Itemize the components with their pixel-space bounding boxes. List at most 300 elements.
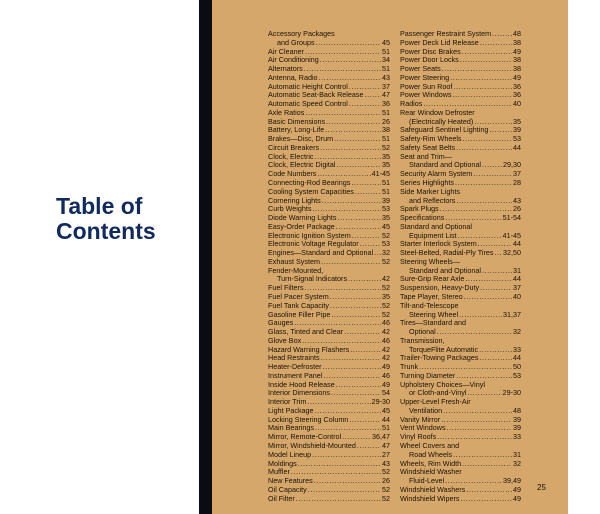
index-entry	[268, 170, 390, 179]
index-entry-topic: Sure-Grip Rear Axle	[400, 275, 465, 284]
index-entry	[268, 363, 390, 372]
index-entry	[400, 161, 521, 170]
index-entry-page: 42	[382, 354, 390, 363]
index-entry-page: 32	[513, 328, 521, 337]
index-entry	[268, 74, 390, 83]
dot-leader	[460, 56, 512, 65]
index-entry-page: 36	[513, 82, 521, 91]
index-entry-page: 49	[513, 485, 521, 494]
index-entry	[400, 346, 521, 355]
index-entry-page: 53	[382, 205, 390, 214]
dot-leader	[474, 118, 512, 127]
index-entry-page: 51	[382, 135, 390, 144]
dot-leader	[479, 354, 512, 363]
page-margin	[568, 0, 600, 514]
index-entry-topic: Mirror, Windshield-Mounted	[268, 441, 356, 450]
index-entry-page: 52	[382, 310, 390, 319]
index-entry-topic: Oil Capacity	[268, 485, 307, 494]
index-entry-topic: Steering Wheels—	[400, 257, 460, 266]
index-entry-topic: Windshield Washer	[400, 468, 462, 477]
index-entry-topic: Steering Wheel	[409, 310, 459, 319]
index-entry-topic: Rear Window Defroster	[400, 108, 475, 117]
index-entry-page: 49	[382, 363, 390, 372]
dot-leader	[305, 48, 381, 57]
dot-leader	[479, 346, 512, 355]
index-entry-topic: Gasoline Filler Pipe	[268, 310, 331, 319]
index-entry-page: 37	[513, 170, 521, 179]
dot-leader	[330, 302, 381, 311]
index-entry-page: 36	[382, 100, 390, 109]
index-entry-topic: Light Package	[268, 406, 314, 415]
dot-leader	[478, 240, 512, 249]
index-entry-page: 32,50	[503, 249, 521, 258]
index-entry	[400, 328, 521, 337]
index-entry	[268, 433, 390, 442]
dot-leader	[350, 346, 381, 355]
index-entry	[400, 188, 521, 197]
index-entry	[400, 398, 521, 407]
dot-leader	[482, 267, 512, 276]
index-entry-topic: Automatic Height Control	[268, 82, 348, 91]
index-entry	[400, 407, 521, 416]
index-entry-page: 44	[513, 240, 521, 249]
index-entry-topic: Locking Steering Column	[268, 415, 349, 424]
index-entry	[400, 302, 521, 311]
index-entry	[268, 126, 390, 135]
index-entry	[400, 223, 521, 232]
index-entry-topic: Upper-Level Fresh-Air	[400, 398, 471, 407]
index-entry	[400, 83, 521, 92]
index-entry	[268, 135, 390, 144]
index-entry	[400, 39, 521, 48]
index-entry-page: 48	[513, 30, 521, 38]
index-entry-topic: Alternators	[268, 65, 303, 74]
page-number: 25	[537, 483, 546, 492]
index-entry-page: 51-54	[502, 214, 521, 223]
index-entry	[268, 372, 390, 381]
dot-leader	[458, 232, 502, 241]
dot-leader	[440, 205, 512, 214]
index-entry	[268, 197, 390, 206]
index-entry-page: 52	[382, 231, 390, 240]
dot-leader	[307, 398, 370, 407]
index-entry-topic: Tires—Standard and	[400, 319, 467, 328]
index-entry-page: 35	[382, 152, 390, 161]
index-entry	[268, 407, 390, 416]
dot-leader	[442, 65, 512, 74]
index-entry-topic: Series Highlights	[400, 179, 454, 188]
index-entry-topic: Vinyl Roofs	[400, 433, 437, 442]
index-entry-topic: and Reflectors	[409, 196, 456, 205]
index-entry	[400, 389, 521, 398]
index-entry	[268, 416, 390, 425]
index-entry-page: 35	[382, 214, 390, 223]
index-entry-topic: Ventilation	[409, 406, 443, 415]
index-entry-topic: Vent Windows	[400, 424, 446, 433]
dot-leader	[315, 407, 381, 416]
index-entry-topic: Connecting-Rod Bearings	[268, 179, 351, 188]
index-entry-topic: Curb Weights	[268, 205, 312, 214]
dot-leader	[349, 83, 381, 92]
index-entry-topic: (Electrically Heated)	[409, 117, 474, 126]
index-entry-page: 33	[513, 433, 521, 442]
index-entry-topic: Automatic Speed Control	[268, 100, 348, 109]
index-entry-topic: Glass, Tinted and Clear	[268, 328, 344, 337]
index-entry-page: 36	[513, 91, 521, 100]
index-entry	[268, 258, 390, 267]
index-entry-topic: Power Windows	[400, 91, 452, 100]
index-entry-topic: Model Lineup	[268, 450, 312, 459]
index-entry-topic: Security Alarm System	[400, 170, 473, 179]
index-entry-topic: Electronic Voltage Regulator	[268, 240, 359, 249]
index-entry	[268, 161, 390, 170]
index-entry	[268, 91, 390, 100]
index-entry-topic: Road Wheels	[409, 450, 453, 459]
index-entry-page: 31,37	[503, 310, 521, 319]
index-entry	[268, 100, 390, 109]
dot-leader	[466, 486, 512, 495]
dot-leader	[316, 39, 381, 48]
index-entry	[268, 179, 390, 188]
dot-leader	[336, 381, 381, 390]
dot-leader	[461, 495, 512, 504]
index-entry-topic: Suspension, Heavy-Duty	[400, 284, 480, 293]
index-entry-page: 34	[382, 56, 390, 65]
index-entry-page: 37	[382, 82, 390, 91]
index-entry-page: 42	[382, 328, 390, 337]
dot-leader	[336, 223, 381, 232]
index-entry-page: 37	[513, 284, 521, 293]
index-entry-topic: Clock, Electric	[268, 152, 314, 161]
dot-leader	[445, 477, 502, 486]
index-entry-page: 39	[513, 424, 521, 433]
index-entry-topic: Cooling System Capacities	[268, 187, 354, 196]
index-entry-topic: Spark Plugs	[400, 205, 439, 214]
index-entry-topic: Passenger Restraint System	[400, 30, 492, 38]
dot-leader	[321, 258, 381, 267]
dot-leader	[312, 205, 381, 214]
index-entry	[268, 442, 390, 451]
dot-leader	[445, 214, 501, 223]
index-entry-page: 38	[513, 56, 521, 65]
index-entry	[268, 30, 390, 39]
index-entry-topic: Safety-Rim Wheels	[400, 135, 462, 144]
index-entry-page: 41-45	[502, 231, 521, 240]
index-entry	[400, 381, 521, 390]
index-entry	[400, 205, 521, 214]
index-entry	[268, 354, 390, 363]
index-entry-topic: Inside Hood Release	[268, 380, 335, 389]
index-entry	[400, 442, 521, 451]
dot-leader	[473, 170, 512, 179]
index-entry-topic: Instrument Panel	[268, 371, 323, 380]
index-entry-topic: Tilt-and-Telescope	[400, 301, 459, 310]
dot-leader	[317, 170, 370, 179]
index-entry-topic: Radios	[400, 100, 423, 109]
index-entry	[400, 100, 521, 109]
dot-leader	[480, 284, 512, 293]
index-entry-topic: Clock, Electric Digital	[268, 161, 336, 170]
dot-leader	[348, 275, 381, 284]
index-entry-topic: Optional	[409, 328, 436, 337]
index-entry	[400, 267, 521, 276]
dot-leader	[298, 460, 381, 469]
index-entry-topic: Oil Filter	[268, 494, 295, 503]
index-entry-page: 52	[382, 257, 390, 266]
dot-leader	[459, 311, 502, 320]
index-entry-topic: Accessory Packages	[268, 30, 335, 38]
index-entry-page: 51	[382, 187, 390, 196]
index-entry	[400, 179, 521, 188]
index-entry-page: 39	[382, 196, 390, 205]
dot-leader	[302, 337, 381, 346]
index-entry-page: 42	[382, 345, 390, 354]
dot-leader	[321, 354, 381, 363]
index-entry-topic: Transmission,	[400, 336, 445, 345]
index-entry	[400, 126, 521, 135]
index-entry-page: 44	[513, 354, 521, 363]
index-entry-topic: Equipment List	[409, 231, 457, 240]
index-entry-topic: Battery, Long-Life	[268, 126, 325, 135]
index-entry	[400, 337, 521, 346]
dot-leader	[453, 91, 512, 100]
index-entry	[400, 118, 521, 127]
index-entry	[400, 170, 521, 179]
dot-leader	[325, 126, 381, 135]
page-title	[56, 194, 156, 244]
dot-leader	[352, 232, 381, 241]
index-entry-topic: Exhaust System	[268, 257, 320, 266]
dot-leader	[294, 319, 381, 328]
index-entry-page: 44	[513, 143, 521, 152]
index-entry	[400, 495, 521, 504]
index-entry-topic: Glove Box	[268, 336, 302, 345]
index-entry	[400, 240, 521, 249]
index-entry-page: 28	[513, 179, 521, 188]
dot-leader	[423, 100, 512, 109]
index-entry-topic: Power Disc Brakes	[400, 47, 461, 56]
index-entry-topic: or Cloth-and-Vinyl	[409, 389, 467, 398]
index-entry	[268, 337, 390, 346]
index-entry	[268, 398, 390, 407]
index-entry-topic: Windshield Wipers	[400, 494, 460, 503]
index-entry-topic: Vanity Mirror	[400, 415, 441, 424]
dot-leader	[443, 407, 512, 416]
dot-leader	[342, 433, 371, 442]
index-entry-page: 43	[513, 196, 521, 205]
dot-leader	[355, 188, 381, 197]
index-entry-topic: Diode Warning Lights	[268, 214, 337, 223]
index-entry	[268, 109, 390, 118]
index-entry-page: 33	[513, 345, 521, 354]
dot-leader	[364, 91, 381, 100]
index-entry	[268, 486, 390, 495]
index-entry	[400, 486, 521, 495]
index-entry-topic: Side Marker Lights	[400, 187, 460, 196]
index-entry-topic: Fender-Mounted,	[268, 266, 324, 275]
index-entry-page: 31	[513, 266, 521, 275]
index-entry	[268, 495, 390, 504]
index-entry-topic: Power Sun Roof	[400, 82, 453, 91]
dot-leader	[480, 39, 512, 48]
dot-leader	[323, 372, 381, 381]
index-entry-topic: Antenna, Radio	[268, 73, 318, 82]
index-entry	[400, 48, 521, 57]
index-entry	[400, 275, 521, 284]
index-entry	[268, 346, 390, 355]
index-entry-topic: Gauges	[268, 319, 294, 328]
dot-leader	[462, 48, 512, 57]
dot-leader	[334, 135, 381, 144]
index-entry	[268, 153, 390, 162]
index-entry-page: 39	[513, 126, 521, 135]
index-entry	[400, 372, 521, 381]
dot-leader	[357, 442, 381, 451]
index-entry-page: 26	[382, 117, 390, 126]
dot-leader	[419, 363, 512, 372]
index-entry	[268, 284, 390, 293]
dot-leader	[453, 451, 512, 460]
index-entry-topic: Power Door Locks	[400, 56, 459, 65]
index-entry-page: 32	[382, 249, 390, 258]
dot-leader	[337, 214, 381, 223]
index-entry-page: 43	[382, 459, 390, 468]
index-entry-topic: Code Numbers	[268, 170, 317, 179]
index-entry-page: 51	[382, 65, 390, 74]
index-entry-topic: Turning Diameter	[400, 371, 456, 380]
index-entry-page: 39,49	[503, 477, 521, 486]
index-entry-topic: Interior Dimensions	[268, 389, 330, 398]
index-entry-topic: Trunk	[400, 363, 419, 372]
index-entry-page: 49	[513, 494, 521, 503]
index-entry-topic: Turn-Signal Indicators	[277, 275, 348, 284]
index-entry-page: 52	[382, 485, 390, 494]
index-entry-topic: Standard and Optional	[409, 161, 481, 170]
dot-leader	[315, 424, 381, 433]
index-entry-page: 26	[513, 205, 521, 214]
index-entry	[268, 424, 390, 433]
index-entry	[268, 39, 390, 48]
index-entry-page: 47	[382, 91, 390, 100]
index-entry-page: 52	[382, 284, 390, 293]
index-entry-topic: Power Steering	[400, 73, 450, 82]
index-entry	[268, 460, 390, 469]
index-entry	[400, 144, 521, 153]
index-entry	[268, 468, 390, 477]
index-entry-page: 35	[513, 117, 521, 126]
index-entry	[268, 477, 390, 486]
index-entry	[400, 135, 521, 144]
index-entry-topic: Fuel Tank Capacity	[268, 301, 329, 310]
dot-leader	[330, 293, 381, 302]
dot-leader	[320, 144, 381, 153]
index-entry-topic: Muffler	[268, 468, 290, 477]
index-entry	[268, 319, 390, 328]
dot-leader	[455, 179, 512, 188]
dot-leader	[482, 161, 502, 170]
dot-leader	[323, 363, 381, 372]
index-entry	[400, 311, 521, 320]
dot-leader	[305, 284, 381, 293]
index-entry	[268, 328, 390, 337]
index-entry-topic: Air Cleaner	[268, 47, 304, 56]
index-entry	[268, 144, 390, 153]
index-entry-topic: Upholstery Choices—Vinyl	[400, 380, 485, 389]
index-entry-page: 44	[382, 415, 390, 424]
dot-leader	[374, 249, 381, 258]
index-entry-page: 46	[382, 371, 390, 380]
index-entry	[400, 65, 521, 74]
index-entry	[268, 451, 390, 460]
index-entry-topic: Interior Trim	[268, 398, 307, 407]
dot-leader	[360, 240, 381, 249]
index-entry	[400, 91, 521, 100]
index-entry-topic: Standard and Optional	[409, 266, 481, 275]
index-column-right	[400, 30, 521, 503]
index-entry-topic: Tape Player, Stereo	[400, 292, 463, 301]
index-entry-page: 40	[513, 292, 521, 301]
index-entry-topic: Cornering Lights	[268, 196, 321, 205]
dot-leader	[494, 249, 502, 258]
index-entry-page: 51	[382, 179, 390, 188]
dot-leader	[331, 389, 381, 398]
dot-leader	[314, 477, 381, 486]
dot-leader	[312, 451, 381, 460]
dot-leader	[349, 416, 381, 425]
index-entry-page: 49	[513, 47, 521, 56]
index-entry	[268, 302, 390, 311]
index-entry	[268, 232, 390, 241]
index-entry-page: 49	[382, 380, 390, 389]
index-entry	[268, 223, 390, 232]
index-entry-topic: Automatic Seat-Back Release	[268, 91, 364, 100]
index-entry-topic: Power Seats	[400, 65, 441, 74]
index-entry-topic: Starter Interlock System	[400, 240, 477, 249]
index-entry-topic: Fuel Filters	[268, 284, 304, 293]
dot-leader	[344, 328, 381, 337]
index-entry-page: 45	[382, 38, 390, 47]
index-entry	[400, 293, 521, 302]
index-entry-topic: Engines—Standard and Optional	[268, 249, 374, 258]
index-entry-topic: Mirror, Remote-Control	[268, 433, 342, 442]
index-entry-topic: Air Conditioning	[268, 56, 319, 65]
index-entry-page: 42	[382, 275, 390, 284]
index-entry	[400, 477, 521, 486]
index-entry-page: 49	[513, 73, 521, 82]
dot-leader	[291, 468, 381, 477]
index-entry-page: 29-30	[502, 389, 521, 398]
index-entry-page: 38	[513, 65, 521, 74]
dot-leader	[305, 109, 381, 118]
dot-leader	[326, 118, 381, 127]
index-entry-page: 35	[382, 161, 390, 170]
index-entry	[400, 319, 521, 328]
index-entry	[268, 240, 390, 249]
dot-leader	[349, 100, 381, 109]
index-entry-topic: and Groups	[277, 38, 315, 47]
dot-leader	[492, 30, 512, 39]
index-entry-page: 47	[382, 441, 390, 450]
index-entry	[400, 153, 521, 162]
index-entry-topic: Easy-Order Package	[268, 222, 335, 231]
index-entry-page: 38	[513, 38, 521, 47]
index-entry-page: 38	[382, 126, 390, 135]
dot-leader	[308, 486, 381, 495]
index-entry	[400, 468, 521, 477]
index-entry-topic: Safeguard Sentinel Lighting	[400, 126, 489, 135]
index-entry-page: 52	[382, 143, 390, 152]
index-entry	[268, 118, 390, 127]
